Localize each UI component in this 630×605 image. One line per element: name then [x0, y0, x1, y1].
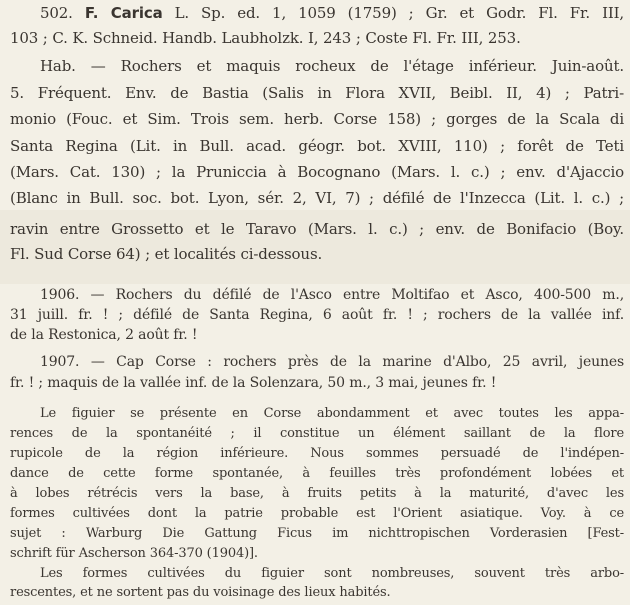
entry-citation-line: 103 ; C. K. Schneid. Handb. Laubholzk. I, 243 ; Coste Fl. Fr. III, 253.	[10, 29, 521, 47]
entry-citation: L. Sp. ed. 1, 1059 (1759) ; Gr. et Godr. Fl. Fr. III,	[174, 4, 624, 22]
discussion-line: dance de cette forme spontanée, à feuilles très profondément lobées et	[10, 466, 624, 481]
discussion-line: Le figuier se présente en Corse abondamment et avec toutes les appa-	[40, 406, 624, 421]
record-1906-line: de la Restonica, 2 août fr. !	[10, 327, 198, 343]
entry-number: 502.	[40, 4, 73, 22]
closing-line: Les formes cultivées du figuier sont nombreuses, souvent très arbo-	[40, 566, 624, 581]
habitat-line: Santa Regina (Lit. in Bull. acad. géogr. bot. XVIII, 110) ; forêt de Teti	[10, 137, 624, 155]
discussion-line: sujet : Warburg Die Gattung Ficus im nichttropischen Vorderasien [Fest-	[10, 526, 624, 541]
discussion-line: formes cultivées dont la patrie probable est l'Orient asiatique. Voy. à ce	[10, 506, 624, 521]
record-1907-line: 1907. — Cap Corse : rochers près de la marine d'Albo, 25 avril, jeunes	[40, 354, 624, 370]
record-1906-line: 1906. — Rochers du défilé de l'Asco entre Moltifao et Asco, 400-500 m.,	[40, 287, 624, 303]
record-1906-line: 31 juill. fr. ! ; défilé de Santa Regina, 6 août fr. ! ; rochers de la vallée inf.	[10, 307, 624, 323]
habitat-line: Fl. Sud Corse 64) ; et localités ci-dessous.	[10, 245, 323, 263]
closing-line: rescentes, et ne sortent pas du voisinage des lieux habités.	[10, 585, 391, 600]
habitat-line: (Mars. Cat. 130) ; la Pruniccia à Bocognano (Mars. l. c.) ; env. d'Ajaccio	[10, 163, 624, 181]
habitat-line: 5. Fréquent. Env. de Bastia (Salis in Flora XVII, Beibl. II, 4) ; Patri-	[10, 84, 624, 102]
discussion-line: rences de la spontanéité ; il constitue un élément saillant de la flore	[10, 426, 624, 441]
entry-heading-line	[40, 4, 624, 22]
discussion-line: schrift für Ascherson 364-370 (1904)].	[10, 546, 258, 561]
habitat-line: Hab. — Rochers et maquis rocheux de l'étage inférieur. Juin-août.	[40, 57, 624, 75]
discussion-line: rupicole de la région inférieure. Nous sommes persuadé de l'indépen-	[10, 446, 624, 461]
record-1907-line: fr. ! ; maquis de la vallée inf. de la Solenzara, 50 m., 3 mai, jeunes fr. !	[10, 375, 497, 391]
habitat-line: (Blanc in Bull. soc. bot. Lyon, sér. 2, VI, 7) ; défilé de l'Inzecca (Lit. l. c.) ;	[10, 189, 624, 207]
habitat-line: monio (Fouc. et Sim. Trois sem. herb. Corse 158) ; gorges de la Scala di	[10, 110, 624, 128]
taxon-name: F. Carica	[84, 4, 163, 22]
discussion-line: à lobes rétrécis vers la base, à fruits petits à la maturité, d'avec les	[10, 486, 624, 501]
habitat-line: ravin entre Grossetto et le Taravo (Mars. l. c.) ; env. de Bonifacio (Boy.	[10, 220, 624, 238]
